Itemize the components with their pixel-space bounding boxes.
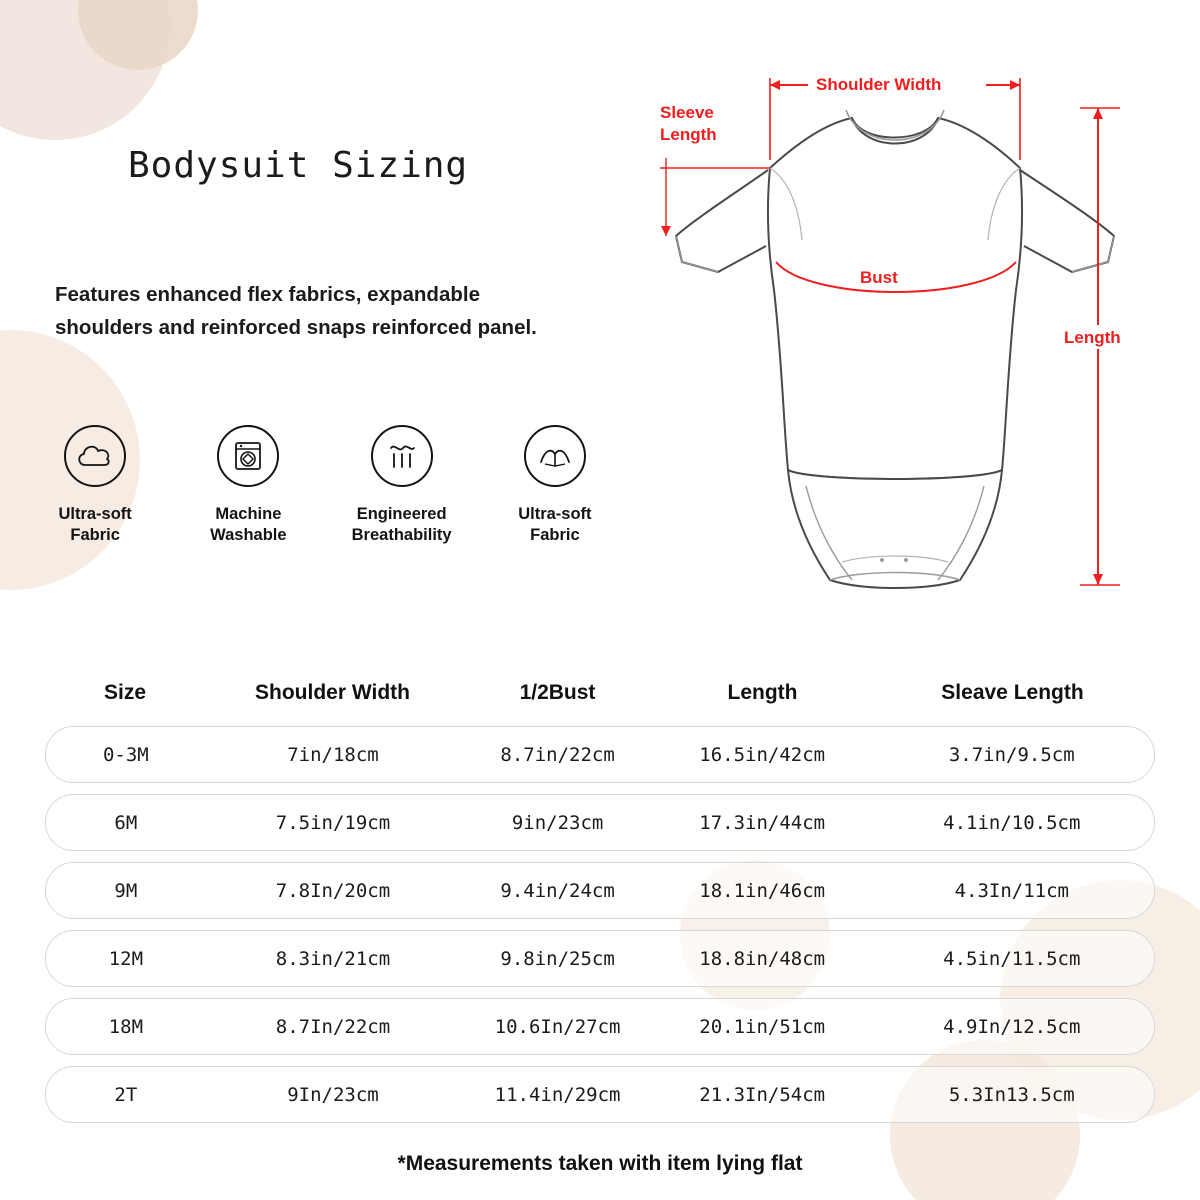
table-header-row	[0, 660, 1200, 726]
feature-item-ultra-soft-fabric-2	[500, 425, 610, 546]
page-description: Features enhanced flex fabrics, expandable shoulders and reinforced snaps reinforced panel.	[55, 283, 537, 339]
cell-bust: 10.6In/27cm	[494, 1015, 621, 1038]
column-header-half-bust: 1/2Bust	[519, 681, 596, 704]
table-row	[45, 862, 1155, 919]
table-row	[45, 726, 1155, 783]
cell-sleeve: 3.7in/9.5cm	[948, 743, 1075, 766]
feature-label-line1: Ultra-soft	[518, 505, 592, 523]
bodysuit-diagram	[620, 40, 1180, 640]
feature-label-line1: Ultra-soft	[58, 505, 132, 523]
feature-label	[500, 504, 610, 546]
table-row	[45, 794, 1155, 851]
cell-bust: 11.4in/29cm	[494, 1083, 621, 1106]
column-header-sleeve-length: Sleave Length	[941, 681, 1084, 704]
column-header-shoulder-width: Shoulder Width	[255, 681, 410, 704]
column-header-length: Length	[727, 681, 798, 704]
cell-length: 20.1in/51cm	[699, 1015, 826, 1038]
cell-shoulder: 8.3in/21cm	[275, 947, 391, 970]
cell-shoulder: 7.8In/20cm	[275, 879, 391, 902]
cell-length: 16.5in/42cm	[699, 743, 826, 766]
diagram-label-length: Length	[1064, 328, 1121, 347]
washing-machine-icon	[217, 425, 279, 487]
cell-shoulder: 7in/18cm	[287, 743, 379, 766]
cell-size: 2T	[114, 1083, 138, 1106]
feature-item-ultra-soft-fabric	[40, 425, 150, 546]
cell-bust: 9in/23cm	[511, 811, 604, 834]
feature-label-line2: Fabric	[70, 526, 120, 544]
cell-shoulder: 9In/23cm	[287, 1083, 379, 1106]
page-title: Bodysuit Sizing	[128, 145, 469, 186]
cell-shoulder: 8.7In/22cm	[275, 1015, 391, 1038]
cell-length: 21.3In/54cm	[699, 1083, 826, 1106]
cell-bust: 9.8in/25cm	[500, 947, 615, 970]
cell-sleeve: 4.5in/11.5cm	[943, 947, 1081, 970]
cell-length: 18.1in/46cm	[699, 879, 826, 902]
feature-label-line1: Engineered	[356, 505, 447, 523]
cell-shoulder: 7.5in/19cm	[275, 811, 391, 834]
feature-label-line2: Fabric	[530, 526, 580, 544]
measurement-footnote: *Measurements taken with item lying flat	[397, 1152, 803, 1175]
cell-sleeve: 4.1in/10.5cm	[943, 811, 1081, 834]
feature-list	[40, 425, 610, 546]
cell-length: 18.8in/48cm	[699, 947, 826, 970]
cloud-icon	[64, 425, 126, 487]
feature-label	[40, 504, 150, 546]
diagram-label-sleeve-length-line1: Sleeve	[660, 103, 714, 122]
cell-size: 12M	[108, 947, 144, 970]
cell-size: 0-3M	[102, 743, 149, 766]
table-row	[45, 998, 1155, 1055]
size-table	[0, 660, 1200, 1134]
feature-label-line2: Breathability	[351, 526, 452, 544]
table-row	[45, 930, 1155, 987]
diagram-label-shoulder-width: Shoulder Width	[816, 75, 942, 94]
cell-size: 6M	[114, 811, 138, 834]
cell-sleeve: 4.9In/12.5cm	[943, 1015, 1081, 1038]
cell-size: 18M	[108, 1015, 144, 1038]
breathability-icon	[371, 425, 433, 487]
cell-sleeve: 4.3In/11cm	[954, 879, 1069, 902]
diagram-label-bust: Bust	[860, 268, 898, 287]
feature-label-line2: Washable	[210, 526, 287, 544]
feature-label	[347, 504, 457, 546]
feature-item-machine-washable	[193, 425, 303, 546]
cell-sleeve: 5.3In13.5cm	[948, 1083, 1075, 1106]
cell-length: 17.3in/44cm	[699, 811, 826, 834]
feature-item-engineered-breathability	[347, 425, 457, 546]
feature-label	[193, 504, 303, 546]
cell-size: 9M	[114, 879, 138, 902]
cell-bust: 8.7in/22cm	[500, 743, 615, 766]
table-row	[45, 1066, 1155, 1123]
feature-label-line1: Machine	[215, 505, 282, 523]
column-header-size: Size	[103, 681, 147, 704]
cell-bust: 9.4in/24cm	[500, 879, 615, 902]
cotton-boll-icon	[524, 425, 586, 487]
diagram-label-sleeve-length-line2: Length	[660, 125, 717, 144]
